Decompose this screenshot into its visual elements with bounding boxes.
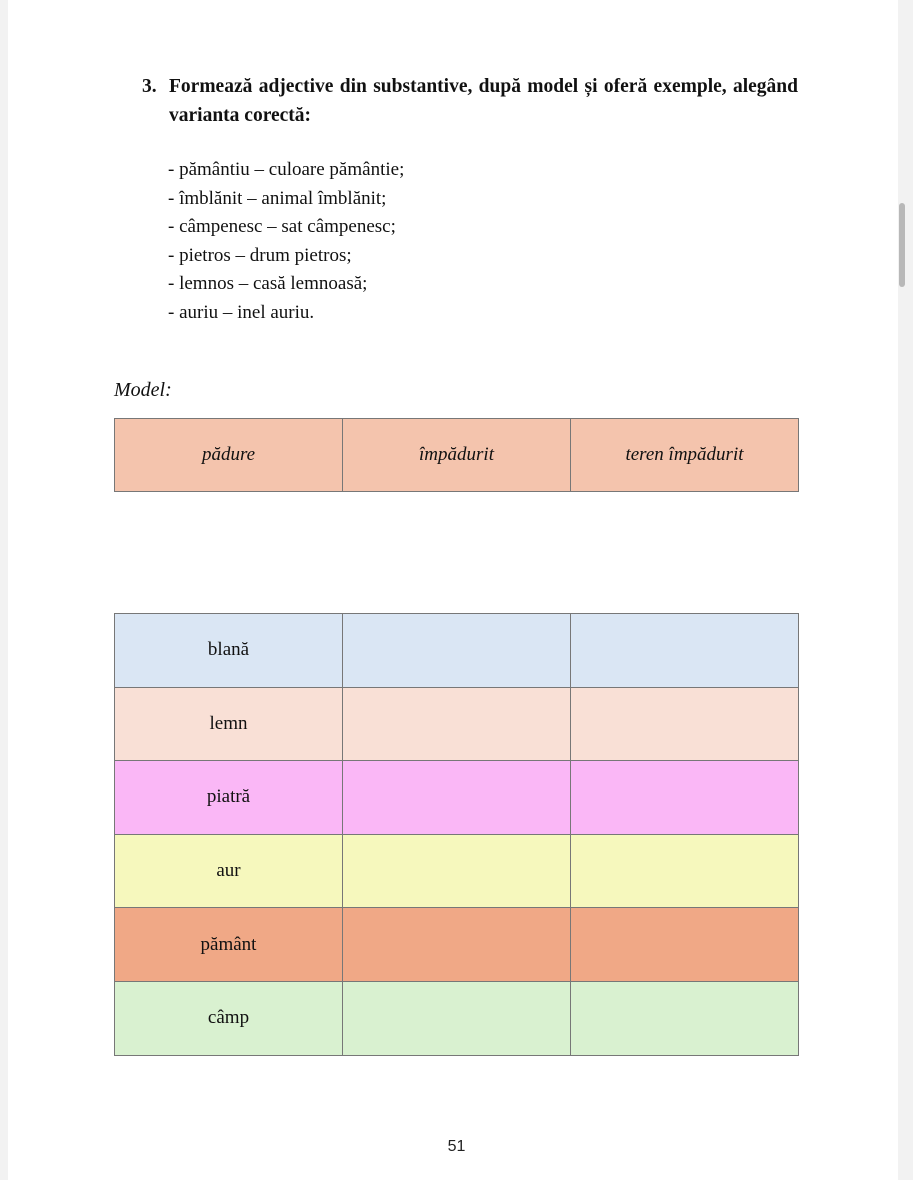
table-row <box>115 908 799 982</box>
model-adjective-cell: împădurit <box>343 419 571 492</box>
table-row <box>115 834 799 908</box>
adjective-answer-cell[interactable] <box>343 761 571 835</box>
task-number: 3. <box>142 76 157 97</box>
table-row <box>115 761 799 835</box>
noun-cell: piatră <box>115 761 343 835</box>
page-number: 51 <box>447 1138 466 1155</box>
example-answer-cell[interactable] <box>571 834 799 908</box>
noun-cell: câmp <box>115 981 343 1055</box>
adjective-answer-cell[interactable] <box>343 614 571 688</box>
noun-cell: lemn <box>115 687 343 761</box>
noun-cell: pământ <box>115 908 343 982</box>
model-example-cell: teren împădurit <box>571 419 799 492</box>
example-answer-cell[interactable] <box>571 687 799 761</box>
task-text: Formează adjective din substantive, după model și oferă exemple, alegând varianta corectă: <box>169 76 798 126</box>
example-item: - pământiu – culoare pământie; <box>168 159 405 180</box>
adjective-answer-cell[interactable] <box>343 687 571 761</box>
table-row <box>115 614 799 688</box>
example-item: - îmblănit – animal îmblănit; <box>168 187 387 209</box>
task-instruction <box>142 72 798 130</box>
adjective-answer-cell[interactable] <box>343 981 571 1055</box>
example-item: - câmpenesc – sat câmpenesc; <box>168 216 396 238</box>
example-item: - pietros – drum pietros; <box>168 244 352 266</box>
table-row <box>115 687 799 761</box>
model-label: Model: <box>114 379 172 401</box>
noun-cell: aur <box>115 834 343 908</box>
exercise-table <box>114 613 799 1056</box>
scrollbar[interactable] <box>899 203 905 287</box>
example-answer-cell[interactable] <box>571 761 799 835</box>
model-table <box>114 418 799 492</box>
model-noun-cell: pădure <box>115 419 343 492</box>
adjective-answer-cell[interactable] <box>343 834 571 908</box>
example-item: - auriu – inel auriu. <box>168 301 315 323</box>
adjective-answer-cell[interactable] <box>343 908 571 982</box>
example-answer-cell[interactable] <box>571 981 799 1055</box>
example-answer-cell[interactable] <box>571 614 799 688</box>
example-item: - lemnos – casă lemnoasă; <box>168 273 368 295</box>
table-row <box>115 981 799 1055</box>
examples-list <box>168 156 404 328</box>
example-answer-cell[interactable] <box>571 908 799 982</box>
model-row <box>115 419 799 492</box>
noun-cell: blană <box>115 614 343 688</box>
